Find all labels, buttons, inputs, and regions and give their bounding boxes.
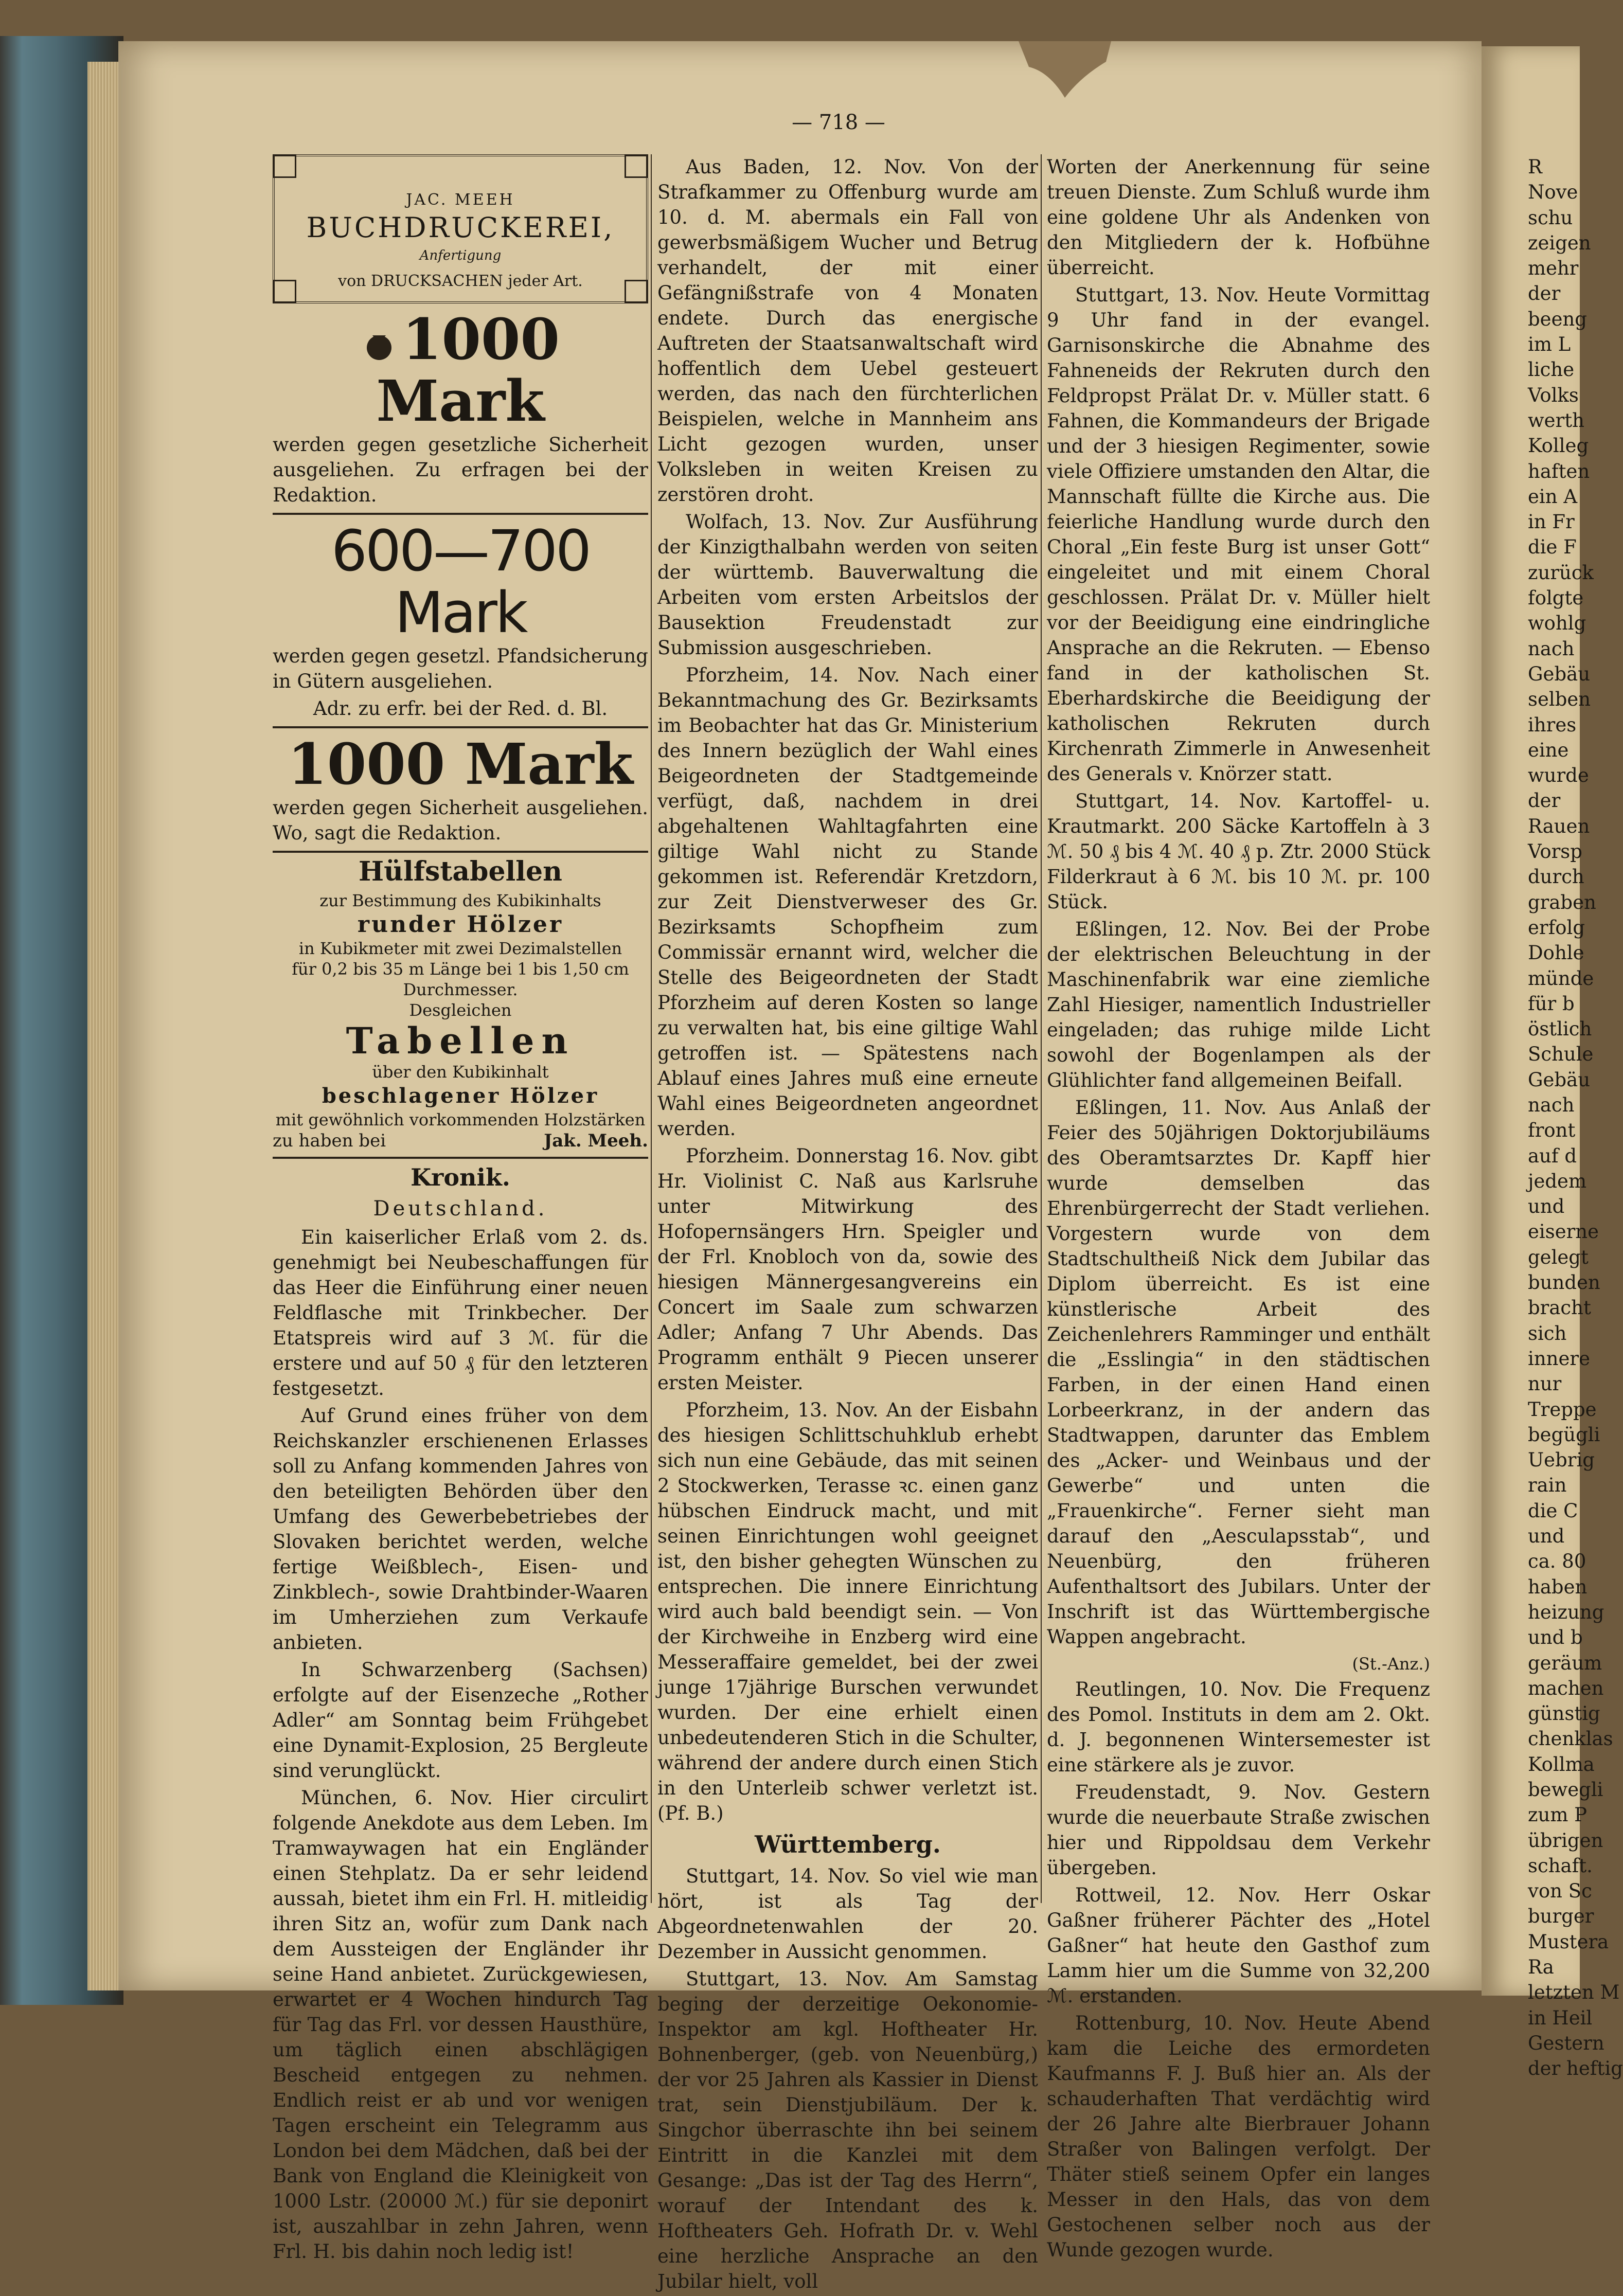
advert-line1: Anfertigung — [419, 248, 502, 263]
ad3-headline: 1000 Mark — [288, 731, 633, 797]
section-heading: Württemberg. — [755, 1831, 941, 1858]
advert-firm: BUCHDRUCKEREI, — [306, 211, 615, 244]
ad4-title: Hülfstabellen — [359, 856, 562, 887]
article: Freudenstadt, 9. Nov. Gestern wurde die neuerbaute Straße zwischen hier und Rippoldsau dem Verkehr übergeben. — [1047, 1781, 1430, 1879]
ad4-line: in Kubikmeter mit zwei Dezimalstellen — [298, 939, 622, 958]
article: Reutlingen, 10. Nov. Die Frequenz des Pomol. Instituts in dem am 2. Okt. d. J. begonnenen Wintersemester ist eine stärkere als je zuvor. — [1047, 1678, 1430, 1776]
kronik-title: Kronik. — [411, 1163, 510, 1191]
article: Auf Grund eines früher von dem Reichskanzler erschienenen Erlasses soll zu Anfang kommenden Jahres von den beteiligten Behörden über den Umfang des Gewerbebetriebes der Slovaken berichtet werden, welche fertige Weißblech-, Eisen- und Zinkblech-, sowie Drahtbinder-Waaren im Umherziehen zum Verkaufe anbieten. — [273, 1405, 648, 1654]
article: Stuttgart, 14. Nov. So viel wie man hört, ist als Tag der Abgeordnetenwahlen der 20. Dezember in Aussicht genommen. — [657, 1865, 1038, 1963]
ad4-line: mit gewöhnlich vorkommenden Holzstärken — [275, 1110, 646, 1129]
ad4-line: beschlagener Hölzer — [322, 1084, 599, 1108]
ad4-line: Desgleichen — [409, 1000, 512, 1020]
divider — [273, 513, 648, 515]
column-rule — [651, 154, 652, 1903]
article: Aus Baden, 12. Nov. Von der Strafkammer zu Offenburg wurde am 10. d. M. abermals ein Fall von gewerbsmäßigem Wucher und Betrug verhandelt, der mit einer Gefängnißstrafe von 4 Monaten endete. Durch das energische Auftreten der Staatsanwaltschaft wird hoffentlich dem Uebel gesteuert werden, das nach den fürchterlichen Beispielen, welche in Mannheim ans Licht gezogen wurden, unser Volksleben in weiten Kreisen zu zerstören droht. — [657, 156, 1038, 506]
ad1-text: werden gegen gesetzliche Sicherheit ausgeliehen. Zu erfragen bei der Redaktion. — [273, 434, 648, 506]
divider — [273, 851, 648, 853]
ad4-tabellen: Tabellen — [346, 1019, 575, 1062]
article: Eßlingen, 11. Nov. Aus Anlaß der Feier des 50jährigen Doktorjubiläums des Oberamtsarztes Dr. Kapff hier wurde demselben das Ehrenbürgerrecht der Stadt verliehen. Vorgestern wurde von dem Stadtschultheiß Nick dem Jubilar das Diplom überreicht. Es ist eine künstlerische Arbeit des Zeichenlehrers Ramminger und enthält die „Esslingia“ in den städtischen Farben, in der einen Hand einen Lorbeerkranz, in der andern das Stadtwappen, darunter das Emblem des „Acker- und Weinbaus und der Gewerbe“ und unten die „Frauenkirche“. Ferner sieht man darauf den „Aesculapsstab“, und Neuenbürg, den früheren Aufenthaltsort des Jubilars. Unter der Inschrift ist das Württembergische Wappen angebracht. — [1047, 1097, 1430, 1648]
divider — [273, 1157, 648, 1159]
ad4-line: für 0,2 bis 35 m Länge bei 1 bis 1,50 cm — [292, 959, 629, 979]
article: Ein kaiserlicher Erlaß vom 2. ds. genehmigt bei Neubeschaffungen für das Heer die Einführung einer neuen Feldflasche mit Trinkbecher. Der Etatspreis wird auf 3 ℳ. für die erstere und auf 50 ₰ für den letzteren festgesetzt. — [273, 1226, 648, 1400]
ad2-headline: 600—700 Mark — [331, 518, 590, 645]
kronik-subtitle: Deutschland. — [373, 1197, 548, 1221]
article: Worten der Anerkennung für seine treuen Dienste. Zum Schluß wurde ihm eine goldene Uhr als Andenken von den Mitgliedern der k. Hofbühne überreicht. — [1047, 156, 1430, 279]
frame-corner — [625, 280, 648, 303]
torn-corner — [1019, 41, 1111, 98]
article: In Schwarzenberg (Sachsen) erfolgte auf der Eisenzeche „Rother Adler“ am Sonntag beim Frühgebet eine Dynamit-Explosion, 25 Bergleute sind verunglückt. — [273, 1659, 648, 1782]
source-note: (St.-Anz.) — [1352, 1654, 1430, 1674]
frame-corner — [273, 280, 296, 303]
article: Rottenburg, 10. Nov. Heute Abend kam die Leiche des ermordeten Kaufmanns F. J. Buß hier an. Als der schauderhaften That verdächtig wird der 26 Jahre alte Bierbrauer Johann Straßer von Balingen verfolgt. Der Thäter stieß seinem Opfer ein langes Messer in den Hals, das von dem Gestochenen selber noch aus der Wunde gezogen wurde. — [1047, 2012, 1430, 2261]
frame-corner — [273, 154, 296, 178]
ad3-text: werden gegen Sicherheit ausgeliehen. Wo, sagt die Redaktion. — [273, 797, 648, 844]
article: Pforzheim, 14. Nov. Nach einer Bekanntmachung des Gr. Bezirksamts im Beobachter hat das Gr. Ministerium des Innern bezüglich der Wahl eines Beigeordneten der Stadtgemeinde verfügt, daß, nachdem in drei abgehaltenen Wahltagfahrten eine giltige Wahl nicht zu Stande gekommen ist. Referendär Kretzdorn, zur Zeit Dienstverweser des Gr. Bezirksamts Schopfheim zum Commissär ernannt wird, welcher die Stelle des Beigeordneten der Stadt Pforzheim auf deren Kosten so lange zu verwalten hat, bis eine giltige Wahl getroffen ist. — Spätestens nach Ablauf eines Jahres muß eine erneute Wahl eines Beigeordneten angeordnet werden. — [657, 664, 1038, 1140]
article: Stuttgart, 13. Nov. Am Samstag beging der derzeitige Oekonomie-Inspektor am kgl. Hoftheater Hr. Bohnenberger, (geb. von Neuenbürg,) der vor 25 Jahren als Kassier in Dienst trat, sein Dienstjubiläum. Der k. Singchor überraschte ihn bei seinem Eintritt in die Kanzlei mit dem Gesange: „Das ist der Tag des Herrn“, worauf der Intendant des k. Hoftheaters Geh. Hofrath Dr. v. Wehl eine herzliche Ansprache an den Jubilar hielt, voll — [657, 1968, 1038, 2292]
frame-corner — [625, 154, 648, 178]
ad4-footer — [273, 1130, 648, 1152]
column-middle — [657, 154, 1038, 2296]
print-shop-advert — [273, 154, 648, 303]
article: Pforzheim. Donnerstag 16. Nov. gibt Hr. Violinist C. Naß aus Karlsruhe unter Mitwirkung des Hofopernsängers Hrn. Speigler und der Frl. Knobloch von da, sowie des hiesigen Männergesangvereins ein Concert im Saale zum schwarzen Adler; Anfang 7 Uhr Abends. Das Programm enthält 9 Piecen unserer ersten Meister. — [657, 1145, 1038, 1394]
ad4-line: zur Bestimmung des Kubikinhalts — [319, 891, 601, 910]
advert-line2: von DRUCKSACHEN jeder Art. — [338, 272, 583, 290]
advert-owner: JAC. MEEH — [406, 191, 515, 209]
ad4-line: runder Hölzer — [357, 911, 564, 938]
column-left — [273, 154, 648, 2266]
article: München, 6. Nov. Hier circulirt folgende Anekdote aus dem Leben. Im Tramwaywagen hat ein Engländer einen Stehplatz. Da er sehr leidend aussah, bietet ihm ein Frl. H. mitleidig ihren Sitz an, wofür zum Dank nach dem Aussteigen der Engländer ihr seine Hand anbietet. Zurückgewiesen, erwartet er 4 Wochen hindurch Tag für Tag das Frl. vor dessen Hausthüre, um täglich einen abschlägigen Bescheid entgegen zu nehmen. Endlich reist er ab und vor wenigen Tagen erscheint ein Telegramm aus London bei dem Mädchen, daß bei der Bank von England die Kleinigkeit von 1000 Lstr. (20000 ℳ.) für sie deponirt ist, auszahlbar in zehn Jahren, wenn Frl. H. bis dahin noch ledig ist! — [273, 1787, 648, 2263]
ad4-line: zu haben bei — [273, 1131, 386, 1151]
column-right — [1047, 154, 1430, 2265]
article: Rottweil, 12. Nov. Herr Oskar Gaßner früherer Pächter des „Hotel Gaßner“ hat heute den Gasthof zum Lamm hier um die Summe von 32,200 ℳ. erstanden. — [1047, 1884, 1430, 2007]
article: Pforzheim, 13. Nov. An der Eisbahn des hiesigen Schlittschuhklub erhebt sich nun eine Gebäude, das mit seinen 2 Stockwerken, Terasse ꝛc. einen ganz hübschen Eindruck macht, und mit seinen Einrichtungen wohl geeignet ist, den bisher gehegten Wünschen zu entsprechen. Die innere Einrichtung wird auch bald beendigt sein. — Von der Kirchweihe in Enzberg wird eine Messeraffaire gemeldet, bei der zwei junge 17jährige Burschen verwundet wurden. Der eine erhielt einen unbedeutenderen Stich in die Schulter, während der andere durch einen Stich in den Unterleib schwer verletzt ist. (Pf. B.) — [657, 1399, 1038, 1824]
article: Eßlingen, 12. Nov. Bei der Probe der elektrischen Beleuchtung in der Maschinenfabrik war eine ziemliche Zahl Hiesiger, namentlich Industrieller eingeladen; das ruhige milde Licht sowohl der Bogenlampen als der Glühlichter fand allgemeinen Beifall. — [1047, 918, 1430, 1091]
page-number: — 718 — — [792, 111, 885, 134]
article: Stuttgart, 13. Nov. Heute Vormittag 9 Uhr fand in der evangel. Garnisonskirche die Abnahme des Fahneneids der Rekruten durch den Feldpropst Prälat Dr. v. Müller statt. 6 Fahnen, die Kommandeurs der Brigade und der 3 hiesigen Regimenter, sowie viele Offiziere umstanden den Altar, die Mannschaft füllte die Kirche aus. Die feierliche Handlung wurde durch den Choral „Ein feste Burg ist unser Gott“ eingeleitet und mit einem Choral geschlossen. Prälat Dr. v. Müller hielt vor der Beeidigung eine eindringliche Ansprache an die Rekruten. — Ebenso fand in der katholischen St. Eberhardskirche die Beeidigung der katholischen Rekruten durch Kirchenrath Zimmerle in Anwesenheit des Generals v. Knörzer statt. — [1047, 284, 1430, 785]
article: Wolfach, 13. Nov. Zur Ausführung der Kinzigthalbahn werden von seiten der württemb. Bauverwaltung die Arbeiten vom ersten Arbeitslos der Bausektion Freudenstadt zur Submission ausgeschrieben. — [657, 511, 1038, 659]
ad2-text2: Adr. zu erfr. bei der Red. d. Bl. — [313, 697, 608, 720]
ad4-seller: Jak. Meeh. — [544, 1131, 648, 1151]
column-rule — [1041, 154, 1042, 1903]
ad2-text: werden gegen gesetzl. Pfandsicherung in Gütern ausgeliehen. — [273, 645, 648, 692]
divider — [273, 726, 648, 728]
next-page-text: R Nove schu zeigen mehr der beeng im L liche Volks werth Kolleg haften ein A in Fr die F zurück folgte wohlg nach Gebäu selben ihres eine wurde der Rauen Vorsp durch graben erfolg Dohle münde für b östlich Schule Gebäu nach front auf d jedem und eiserne gelegt bunden bracht sich innere nur Treppe begügli Uebrig rain die C und ca. 80 haben heizung und b geräum machen günstig chenklas Kollma bewegli zum P übrigen schaft. von Sc burger Mustera Ra letzten M in Heil Gestern der heftig — [1528, 156, 1623, 2080]
ad1-headline: 1000 Mark — [376, 306, 560, 434]
article: Stuttgart, 14. Nov. Kartoffel- u. Krautmarkt. 200 Säcke Kartoffeln à 3 ℳ. 50 ₰ bis 4 ℳ. 40 ₰ p. Ztr. 2000 Stück Filderkraut à 6 ℳ. bis 10 ℳ. pr. 100 Stück. — [1047, 790, 1430, 913]
ad4-line: Durchmesser. — [403, 980, 518, 999]
ad4-line: über den Kubikinhalt — [372, 1062, 549, 1082]
money-bag-icon — [361, 326, 397, 362]
next-page-edge — [1482, 46, 1623, 2080]
ad1-headline-row — [273, 306, 648, 434]
